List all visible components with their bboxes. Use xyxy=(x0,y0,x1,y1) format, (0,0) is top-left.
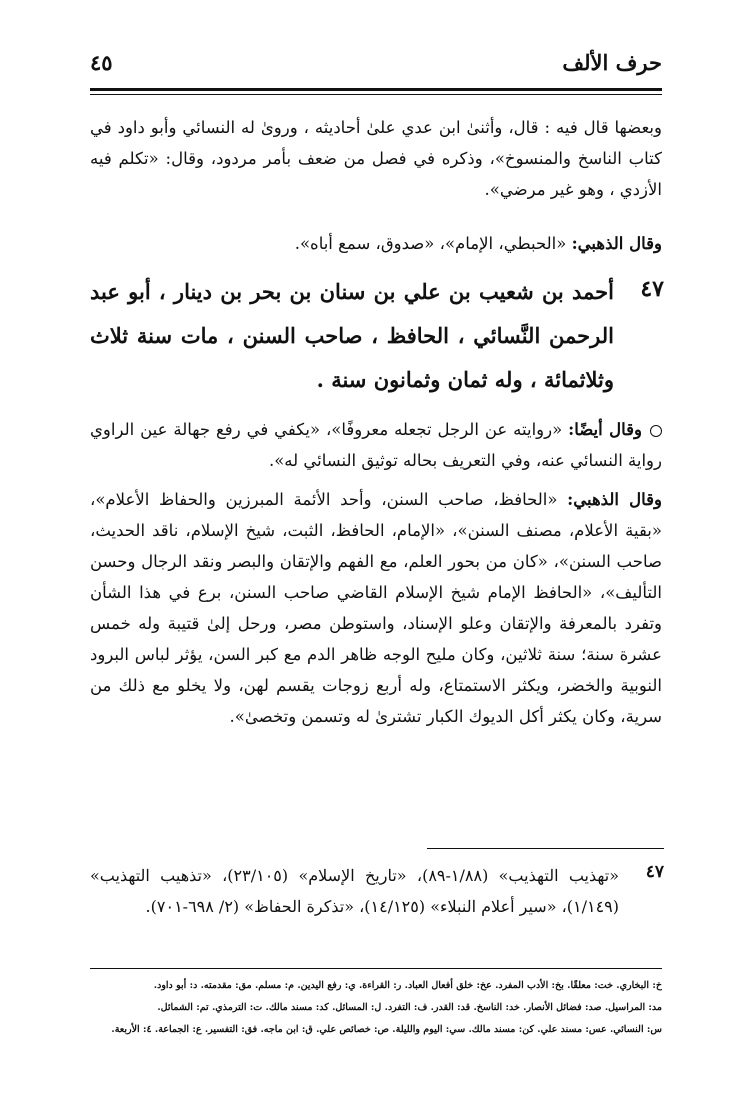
abbreviations-line-1: خ: البخاري. خت: معلقًا. بخ: الأدب المفرد. عخ: خلق أفعال العباد. ر: القراءة. ي: رفع اليدين. م: مسلم. مق: مقدمته. د: أبو داود. xyxy=(153,980,662,991)
paragraph-3-text: «روايته عن الرجل تجعله معروفًا»، «يكفي في رفع جهالة عين الراوي رواية النسائي عنه، وفي التعريف بحاله توثيق النسائي له». xyxy=(90,420,662,470)
circle-bullet-icon xyxy=(650,425,662,437)
paragraph-3 xyxy=(90,414,662,476)
entry-heading: أحمد بن شعيب بن علي بن سنان بن بحر بن دينار ، أبو عبد الرحمن النَّسائي ، الحافظ ، صاحب السنن ، مات سنة ثلاث وثلاثمائة ، وله ثمان وثمانون سنة . xyxy=(90,279,614,392)
header-rule-thin xyxy=(90,94,662,95)
running-header xyxy=(90,50,662,86)
abbreviations-rule xyxy=(90,968,662,969)
paragraph-1-text: وبعضها قال فيه : قال، وأثنىٰ ابن عدي علىٰ أحاديثه ، وروىٰ له النسائي وأبو داود في كتاب الناسخ والمنسوخ»، وذكره في فصل من ضعف بأمر مردود، وقال: «تكلم فيه الأزدي ، وهو غير مرضي». xyxy=(90,118,662,199)
chapter-title: حرف الألف xyxy=(562,50,662,75)
entry-number: ٤٧ xyxy=(640,276,664,302)
paragraph-4-label: وقال الذهبي: xyxy=(567,490,662,509)
footnote-text: «تهذيب التهذيب» (١/٨٨-٨٩)، «تاريخ الإسلام» (٢٣/١٠٥)، «تذهيب التهذيب» (١/١٤٩)، «سير أعلام النبلاء» (١٤/١٢٥)، «تذكرة الحفاظ» (٢/ ٦٩٨-٧٠١). xyxy=(90,866,620,916)
abbreviations-line-3: س: النسائي. عس: مسند علي. كن: مسند مالك. سي: اليوم والليلة. ص: خصائص علي. ق: ابن ماجه. فق: التفسير. ع: الجماعة. ٤: الأربعة. xyxy=(111,1024,662,1035)
paragraph-2-text: «الحبطي، الإمام»، «صدوق، سمع أباه». xyxy=(294,234,572,253)
paragraph-4 xyxy=(90,484,662,732)
abbreviations-key xyxy=(90,975,662,1041)
paragraph-1 xyxy=(90,112,662,205)
footnote-number: ٤٧ xyxy=(645,862,664,882)
page-number: ٤٥ xyxy=(90,50,113,75)
paragraph-2-label: وقال الذهبي: xyxy=(571,234,662,253)
paragraph-2 xyxy=(90,228,662,259)
paragraph-4-text: «الحافظ، صاحب السنن، وأحد الأئمة المبرزين والحفاظ الأعلام»، «بقية الأعلام، مصنف السنن»، «الإمام، الحافظ، الثبت، شيخ الإسلام، ناقد الحديث، صاحب السنن»، «كان من بحور العلم، مع الفهم والإتقان والبصر ونقد الرجال وحسن التأليف»، «الحافظ الإمام شيخ الإسلام القاضي صاحب السنن، برع في هذا الشأن وتفرد بالمعرفة والإتقان وعلو الإسناد، واستوطن مصر، ورحل إلىٰ قتيبة وله خمس عشرة سنة؛ سنة ثلاثين، وكان مليح الوجه ظاهر الدم مع كبر السن، يؤثر لباس البرود النوبية والخضر، ويكثر الاستمتاع، وله أربع زوجات يقسم لهن، ولا يخلو مع ذلك من سرية، وكان يكثر أكل الديوك الكبار تشترىٰ له وتسمن وتخصىٰ». xyxy=(90,490,662,726)
header-rule-thick xyxy=(90,88,662,91)
footnote-rule xyxy=(427,848,664,849)
abbreviations-line-2: مد: المراسيل. صد: فضائل الأنصار. خد: الناسخ. قد: القدر. ف: التفرد. ل: المسائل. كد: مسند مالك. ت: الترمذي. تم: الشمائل. xyxy=(157,1002,662,1013)
paragraph-3-label: وقال أيضًا: xyxy=(568,420,642,439)
